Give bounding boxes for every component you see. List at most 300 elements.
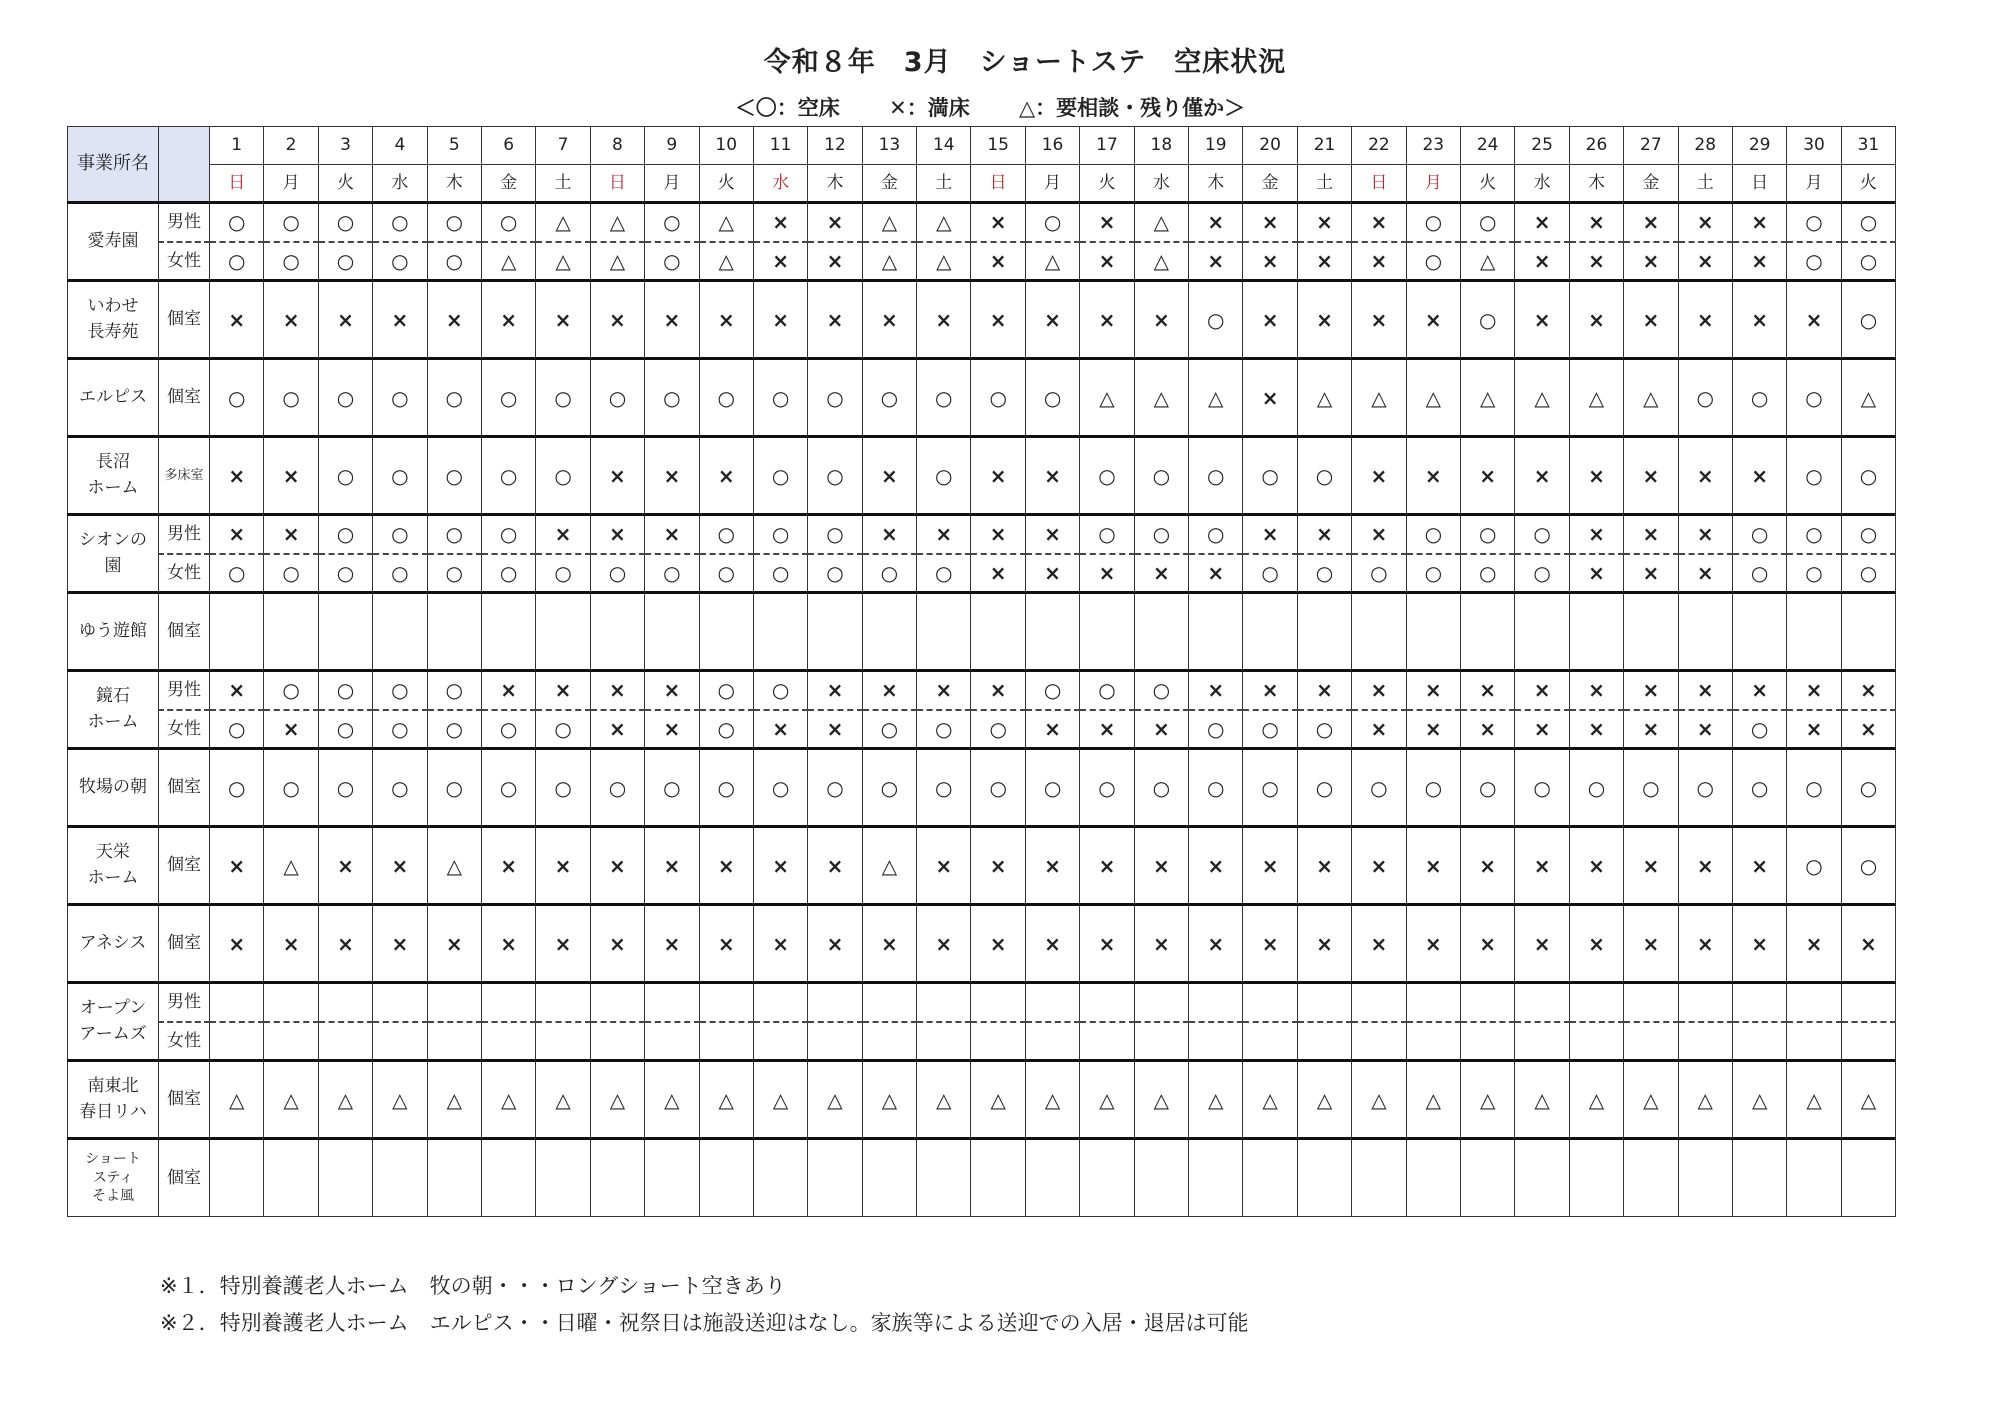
vacancy-mark: × <box>1243 359 1297 437</box>
vacancy-mark: × <box>917 671 971 710</box>
room-type: 女性 <box>159 554 210 593</box>
vacancy-mark: ○ <box>1678 359 1732 437</box>
empty-cell <box>808 1139 862 1217</box>
vacancy-mark: × <box>971 671 1025 710</box>
room-type: 男性 <box>159 671 210 710</box>
vacancy-mark: × <box>917 827 971 905</box>
vacancy-mark: × <box>1080 203 1134 242</box>
vacancy-mark: ○ <box>1515 554 1569 593</box>
vacancy-mark: × <box>481 281 535 359</box>
vacancy-mark: ○ <box>1406 242 1460 281</box>
facility-name: 牧場の朝 <box>68 749 159 827</box>
vacancy-mark: × <box>590 437 644 515</box>
vacancy-mark: ○ <box>427 359 481 437</box>
room-type: 男性 <box>159 203 210 242</box>
vacancy-mark: ○ <box>971 359 1025 437</box>
vacancy-mark: ○ <box>1243 749 1297 827</box>
day-number: 18 <box>1134 127 1188 165</box>
day-number: 30 <box>1787 127 1841 165</box>
vacancy-mark: ○ <box>1569 749 1623 827</box>
empty-cell <box>318 1139 372 1217</box>
empty-cell <box>1189 593 1243 671</box>
empty-cell <box>1406 1139 1460 1217</box>
vacancy-mark: × <box>1243 827 1297 905</box>
vacancy-mark: × <box>1406 905 1460 983</box>
vacancy-mark: × <box>1025 437 1079 515</box>
vacancy-mark: × <box>536 905 590 983</box>
empty-cell <box>699 593 753 671</box>
vacancy-mark: × <box>1624 710 1678 749</box>
vacancy-mark: ○ <box>1189 281 1243 359</box>
vacancy-mark: △ <box>264 827 318 905</box>
empty-cell <box>1297 593 1351 671</box>
empty-cell <box>1352 983 1406 1022</box>
weekday-label: 水 <box>1134 165 1188 203</box>
weekday-label: 土 <box>1297 165 1351 203</box>
empty-cell <box>808 1022 862 1061</box>
room-type: 個室 <box>159 827 210 905</box>
vacancy-mark: × <box>808 671 862 710</box>
vacancy-mark: × <box>1569 203 1623 242</box>
day-number: 15 <box>971 127 1025 165</box>
weekday-label: 月 <box>1787 165 1841 203</box>
vacancy-mark: ○ <box>1025 749 1079 827</box>
facility-row <box>68 359 1896 437</box>
vacancy-mark: × <box>1460 710 1514 749</box>
empty-cell <box>808 593 862 671</box>
vacancy-mark: △ <box>1243 1061 1297 1139</box>
vacancy-mark: △ <box>264 1061 318 1139</box>
vacancy-mark: △ <box>1732 1061 1786 1139</box>
vacancy-mark: ○ <box>1134 515 1188 554</box>
empty-cell <box>1243 1022 1297 1061</box>
vacancy-mark: × <box>210 905 264 983</box>
vacancy-mark: × <box>373 827 427 905</box>
empty-cell <box>971 1139 1025 1217</box>
vacancy-mark: △ <box>1134 203 1188 242</box>
vacancy-mark: × <box>481 827 535 905</box>
vacancy-mark: ○ <box>481 359 535 437</box>
vacancy-mark: × <box>862 905 916 983</box>
vacancy-mark: △ <box>1460 359 1514 437</box>
vacancy-mark: ○ <box>427 749 481 827</box>
vacancy-mark: × <box>318 827 372 905</box>
weekday-label: 月 <box>645 165 699 203</box>
empty-cell <box>1678 983 1732 1022</box>
empty-cell <box>1732 983 1786 1022</box>
vacancy-mark: △ <box>917 1061 971 1139</box>
vacancy-mark: ○ <box>1352 554 1406 593</box>
vacancy-mark: × <box>753 905 807 983</box>
empty-cell <box>590 1022 644 1061</box>
empty-cell <box>645 1139 699 1217</box>
vacancy-mark: ○ <box>1080 515 1134 554</box>
day-number: 9 <box>645 127 699 165</box>
weekday-label: 火 <box>699 165 753 203</box>
vacancy-mark: × <box>1025 710 1079 749</box>
empty-cell <box>1460 1139 1514 1217</box>
vacancy-mark: × <box>264 515 318 554</box>
vacancy-mark: ○ <box>1243 710 1297 749</box>
vacancy-mark: × <box>1080 281 1134 359</box>
vacancy-mark: × <box>1352 515 1406 554</box>
vacancy-mark: ○ <box>1787 749 1841 827</box>
vacancy-mark: × <box>1624 515 1678 554</box>
vacancy-mark: × <box>1624 671 1678 710</box>
weekday-label: 月 <box>1025 165 1079 203</box>
vacancy-mark: ○ <box>318 554 372 593</box>
vacancy-mark: × <box>808 827 862 905</box>
vacancy-mark: ○ <box>699 671 753 710</box>
room-type: 個室 <box>159 593 210 671</box>
day-number: 13 <box>862 127 916 165</box>
vacancy-mark: ○ <box>318 671 372 710</box>
empty-cell <box>699 1022 753 1061</box>
room-type: 個室 <box>159 749 210 827</box>
vacancy-mark: ○ <box>373 437 427 515</box>
vacancy-mark: ○ <box>536 359 590 437</box>
vacancy-mark: ○ <box>1732 515 1786 554</box>
vacancy-mark: ○ <box>753 671 807 710</box>
vacancy-mark: ○ <box>645 749 699 827</box>
vacancy-mark: × <box>1787 710 1841 749</box>
day-number: 12 <box>808 127 862 165</box>
vacancy-mark: × <box>753 827 807 905</box>
vacancy-mark: × <box>1406 671 1460 710</box>
vacancy-mark: ○ <box>373 749 427 827</box>
vacancy-mark: ○ <box>917 749 971 827</box>
vacancy-mark: × <box>590 905 644 983</box>
empty-cell <box>1243 593 1297 671</box>
vacancy-mark: × <box>1243 515 1297 554</box>
vacancy-mark: × <box>1297 281 1351 359</box>
vacancy-mark: △ <box>1460 1061 1514 1139</box>
vacancy-mark: △ <box>1189 359 1243 437</box>
header-row-weekdays <box>68 165 1896 203</box>
vacancy-mark: × <box>1569 242 1623 281</box>
empty-cell <box>1841 983 1895 1022</box>
vacancy-mark: × <box>1678 827 1732 905</box>
weekday-label: 日 <box>1732 165 1786 203</box>
facility-name: ショート スティ そよ風 <box>68 1139 159 1217</box>
day-number: 27 <box>1624 127 1678 165</box>
facility-row <box>68 1022 1896 1061</box>
vacancy-mark: ○ <box>264 554 318 593</box>
vacancy-mark: × <box>862 281 916 359</box>
vacancy-mark: × <box>264 437 318 515</box>
vacancy-mark: × <box>862 671 916 710</box>
empty-cell <box>1515 593 1569 671</box>
facility-row <box>68 203 1896 242</box>
vacancy-mark: △ <box>536 242 590 281</box>
vacancy-mark: × <box>1025 827 1079 905</box>
vacancy-mark: × <box>971 281 1025 359</box>
vacancy-mark: ○ <box>1732 359 1786 437</box>
vacancy-mark: ○ <box>1134 437 1188 515</box>
weekday-label: 月 <box>1406 165 1460 203</box>
facility-name: 愛寿園 <box>68 203 159 281</box>
empty-cell <box>862 1139 916 1217</box>
vacancy-mark: × <box>427 905 481 983</box>
facility-name: ゆう遊館 <box>68 593 159 671</box>
empty-cell <box>427 1022 481 1061</box>
weekday-label: 金 <box>1624 165 1678 203</box>
vacancy-mark: × <box>753 242 807 281</box>
vacancy-mark: ○ <box>318 359 372 437</box>
vacancy-mark: ○ <box>1678 749 1732 827</box>
empty-cell <box>1025 983 1079 1022</box>
vacancy-mark: × <box>1515 671 1569 710</box>
vacancy-mark: ○ <box>373 203 427 242</box>
room-type-header <box>159 127 210 203</box>
vacancy-mark: × <box>1243 671 1297 710</box>
vacancy-mark: △ <box>1515 1061 1569 1139</box>
vacancy-mark: △ <box>1352 1061 1406 1139</box>
empty-cell <box>210 1022 264 1061</box>
vacancy-mark: △ <box>1406 359 1460 437</box>
vacancy-mark: ○ <box>318 749 372 827</box>
vacancy-mark: × <box>645 710 699 749</box>
vacancy-mark: × <box>1569 554 1623 593</box>
vacancy-mark: ○ <box>318 437 372 515</box>
vacancy-mark: ○ <box>753 359 807 437</box>
vacancy-mark: ○ <box>264 242 318 281</box>
vacancy-mark: △ <box>1080 1061 1134 1139</box>
empty-cell <box>862 593 916 671</box>
vacancy-mark: ○ <box>427 671 481 710</box>
vacancy-mark: × <box>699 437 753 515</box>
vacancy-mark: △ <box>318 1061 372 1139</box>
vacancy-mark: × <box>1678 242 1732 281</box>
vacancy-mark: ○ <box>1787 203 1841 242</box>
vacancy-mark: ○ <box>1460 203 1514 242</box>
empty-cell <box>210 1139 264 1217</box>
facility-row <box>68 437 1896 515</box>
empty-cell <box>1189 1022 1243 1061</box>
facility-row <box>68 827 1896 905</box>
vacancy-mark: ○ <box>590 554 644 593</box>
weekday-label: 日 <box>590 165 644 203</box>
empty-cell <box>1732 1022 1786 1061</box>
vacancy-mark: △ <box>536 1061 590 1139</box>
weekday-label: 火 <box>1080 165 1134 203</box>
vacancy-mark: × <box>1624 281 1678 359</box>
vacancy-mark: △ <box>1134 242 1188 281</box>
vacancy-mark: × <box>971 515 1025 554</box>
empty-cell <box>1134 593 1188 671</box>
day-number: 1 <box>210 127 264 165</box>
empty-cell <box>427 1139 481 1217</box>
vacancy-mark: ○ <box>481 749 535 827</box>
vacancy-mark: × <box>645 281 699 359</box>
vacancy-mark: × <box>1678 281 1732 359</box>
vacancy-mark: △ <box>1460 242 1514 281</box>
vacancy-mark: ○ <box>481 515 535 554</box>
vacancy-mark: × <box>590 710 644 749</box>
vacancy-mark: × <box>1569 281 1623 359</box>
empty-cell <box>481 983 535 1022</box>
empty-cell <box>1134 1022 1188 1061</box>
vacancy-mark: ○ <box>536 749 590 827</box>
vacancy-mark: × <box>1243 281 1297 359</box>
vacancy-mark: △ <box>1406 1061 1460 1139</box>
vacancy-mark: × <box>971 827 1025 905</box>
vacancy-mark: △ <box>1515 359 1569 437</box>
empty-cell <box>210 983 264 1022</box>
vacancy-mark: × <box>1678 710 1732 749</box>
empty-cell <box>645 1022 699 1061</box>
room-type: 個室 <box>159 281 210 359</box>
vacancy-mark: × <box>971 242 1025 281</box>
vacancy-mark: ○ <box>427 554 481 593</box>
vacancy-mark: ○ <box>373 515 427 554</box>
room-type: 個室 <box>159 905 210 983</box>
day-number: 29 <box>1732 127 1786 165</box>
empty-cell <box>1189 1139 1243 1217</box>
vacancy-mark: × <box>1569 827 1623 905</box>
day-number: 20 <box>1243 127 1297 165</box>
vacancy-mark: × <box>1515 203 1569 242</box>
vacancy-mark: ○ <box>536 710 590 749</box>
empty-cell <box>917 1139 971 1217</box>
empty-cell <box>1406 593 1460 671</box>
vacancy-mark: × <box>1080 905 1134 983</box>
vacancy-mark: × <box>645 905 699 983</box>
vacancy-mark: × <box>1678 554 1732 593</box>
empty-cell <box>1515 1022 1569 1061</box>
vacancy-mark: × <box>808 203 862 242</box>
vacancy-mark: △ <box>753 1061 807 1139</box>
vacancy-mark: × <box>1460 827 1514 905</box>
vacancy-mark: × <box>645 515 699 554</box>
vacancy-mark: △ <box>590 203 644 242</box>
weekday-label: 木 <box>1569 165 1623 203</box>
vacancy-mark: ○ <box>264 359 318 437</box>
note-2: ※２．特別養護老人ホーム エルピス・・日曜・祝祭日は施設送迎はなし。家族等による送迎での入居・退居は可能 <box>160 1311 1249 1335</box>
vacancy-mark: × <box>1841 671 1895 710</box>
vacancy-mark: △ <box>1134 1061 1188 1139</box>
empty-cell <box>1025 1139 1079 1217</box>
vacancy-mark: △ <box>210 1061 264 1139</box>
weekday-label: 金 <box>862 165 916 203</box>
vacancy-mark: × <box>917 281 971 359</box>
empty-cell <box>318 1022 372 1061</box>
empty-cell <box>917 593 971 671</box>
vacancy-mark: × <box>1624 905 1678 983</box>
vacancy-mark: × <box>1515 905 1569 983</box>
facility-name: エルピス <box>68 359 159 437</box>
vacancy-mark: ○ <box>427 515 481 554</box>
vacancy-mark: × <box>808 242 862 281</box>
vacancy-mark: × <box>1297 515 1351 554</box>
empty-cell <box>1297 1139 1351 1217</box>
empty-cell <box>1080 1139 1134 1217</box>
vacancy-mark: ○ <box>1732 710 1786 749</box>
vacancy-mark: ○ <box>1624 749 1678 827</box>
vacancy-mark: × <box>1189 905 1243 983</box>
weekday-label: 日 <box>971 165 1025 203</box>
empty-cell <box>971 1022 1025 1061</box>
vacancy-mark: ○ <box>862 359 916 437</box>
vacancy-mark: × <box>1787 671 1841 710</box>
empty-cell <box>590 1139 644 1217</box>
vacancy-mark: ○ <box>1460 515 1514 554</box>
vacancy-mark: △ <box>481 1061 535 1139</box>
facility-row <box>68 905 1896 983</box>
facility-name: 長沼 ホーム <box>68 437 159 515</box>
vacancy-mark: × <box>590 671 644 710</box>
vacancy-mark: × <box>1297 242 1351 281</box>
room-type: 女性 <box>159 710 210 749</box>
vacancy-mark: × <box>1134 554 1188 593</box>
vacancy-mark: ○ <box>808 359 862 437</box>
empty-cell <box>373 983 427 1022</box>
vacancy-mark: △ <box>862 1061 916 1139</box>
empty-cell <box>699 983 753 1022</box>
vacancy-mark: × <box>1025 905 1079 983</box>
vacancy-mark: × <box>590 515 644 554</box>
empty-cell <box>1624 593 1678 671</box>
vacancy-mark: ○ <box>1787 515 1841 554</box>
vacancy-mark: × <box>1569 515 1623 554</box>
vacancy-mark: ○ <box>1189 749 1243 827</box>
room-type: 個室 <box>159 1139 210 1217</box>
empty-cell <box>373 1022 427 1061</box>
vacancy-mark: △ <box>699 1061 753 1139</box>
empty-cell <box>1189 983 1243 1022</box>
vacancy-mark: × <box>1352 203 1406 242</box>
empty-cell <box>1569 1139 1623 1217</box>
vacancy-mark: ○ <box>917 437 971 515</box>
vacancy-mark: ○ <box>753 437 807 515</box>
vacancy-mark: × <box>427 281 481 359</box>
facility-row <box>68 1061 1896 1139</box>
vacancy-mark: × <box>1352 671 1406 710</box>
room-type: 男性 <box>159 515 210 554</box>
vacancy-mark: △ <box>427 1061 481 1139</box>
vacancy-mark: ○ <box>862 710 916 749</box>
vacancy-mark: × <box>1243 242 1297 281</box>
vacancy-mark: × <box>264 710 318 749</box>
empty-cell <box>1678 1022 1732 1061</box>
vacancy-mark: × <box>1732 281 1786 359</box>
vacancy-mark: × <box>373 281 427 359</box>
empty-cell <box>1732 593 1786 671</box>
vacancy-mark: ○ <box>590 359 644 437</box>
empty-cell <box>1841 1139 1895 1217</box>
vacancy-mark: × <box>1841 710 1895 749</box>
vacancy-mark: △ <box>1297 1061 1351 1139</box>
vacancy-mark: ○ <box>427 437 481 515</box>
vacancy-mark: ○ <box>1841 827 1895 905</box>
vacancy-mark: ○ <box>1406 749 1460 827</box>
page-title: 令和８年 3月 ショートステ 空床状況 <box>763 47 1287 78</box>
vacancy-mark: ○ <box>264 749 318 827</box>
vacancy-mark: ○ <box>699 710 753 749</box>
empty-cell <box>481 593 535 671</box>
weekday-label: 金 <box>481 165 535 203</box>
header-row-days <box>68 127 1896 165</box>
weekday-label: 水 <box>1515 165 1569 203</box>
vacancy-mark: △ <box>590 1061 644 1139</box>
day-number: 5 <box>427 127 481 165</box>
vacancy-mark: ○ <box>1297 437 1351 515</box>
vacancy-mark: △ <box>971 1061 1025 1139</box>
vacancy-mark: × <box>1732 827 1786 905</box>
vacancy-mark: ○ <box>481 203 535 242</box>
empty-cell <box>1732 1139 1786 1217</box>
vacancy-mark: △ <box>808 1061 862 1139</box>
